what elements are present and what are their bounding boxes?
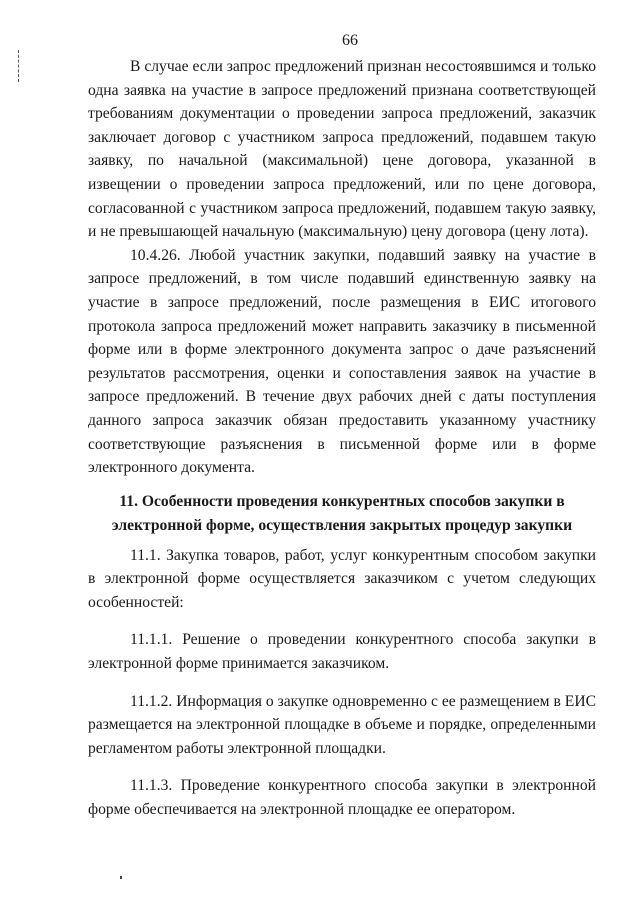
paragraph-10-4-26: 10.4.26. Любой участник закупки, подавший заявку на участие в запросе предложений, в том числе подавший единственную заявку на участие в запросе предложений, после размещения в ЕИС итогового протокола запроса предложений может направить заказчику в письменной форме или в форме электронного документа запрос о даче разъяснений результатов рассмотрения, оценки и сопоставления заявок на участие в запросе предложений. В течение двух рабочих дней с даты поступления данного запроса заказчик обязан предоставить указанному участнику соответствующие разъяснения в письменной форме или в форме электронного документа. [88, 246, 596, 477]
paragraph-11-1: 11.1. Закупка товаров, работ, услуг конкурентным способом закупки в электронной форме осуществляется заказчиком с учетом следующих особенностей: [88, 546, 596, 611]
section-heading-line-1: 11. Особенности проведения конкурентных способов закупки в [119, 492, 565, 510]
section-heading-line-2: электронной форме, осуществления закрытых процедур закупки [111, 516, 573, 534]
paragraph-failed-request: В случае если запрос предложений признан несостоявшимся и только одна заявка на участие в запросе предложений признана соответствующей требованиям документации о проведении запроса предложений, заказчик заключает договор с участником запроса предложений, подавшем такую заявку, по начальной (максимальной) цене договора, указанной в извещении о проведении запроса предложений, или по цене договора, согласованной с участником запроса предложений, подавшем такую заявку, и не превышающей начальную (максимальную) цену договора (цену лота). [88, 58, 596, 241]
scan-margin-mark [18, 50, 21, 82]
paragraph-11-1-1: 11.1.1. Решение о проведении конкурентного способа закупки в электронной форме принимается заказчиком. [88, 631, 596, 673]
document-body [88, 55, 596, 822]
scan-speck [120, 876, 122, 879]
page-number: 66 [342, 32, 358, 49]
section-heading-11 [88, 490, 596, 538]
paragraph-11-1-2: 11.1.2. Информация о закупке одновременно с ее размещением в ЕИС размещается на электронной площадке в объеме и порядке, определенными регламентом работы электронной площадки. [88, 692, 596, 757]
paragraph-11-1-3: 11.1.3. Проведение конкурентного способа закупки в электронной форме обеспечивается на электронной площадке ее оператором. [88, 777, 596, 819]
